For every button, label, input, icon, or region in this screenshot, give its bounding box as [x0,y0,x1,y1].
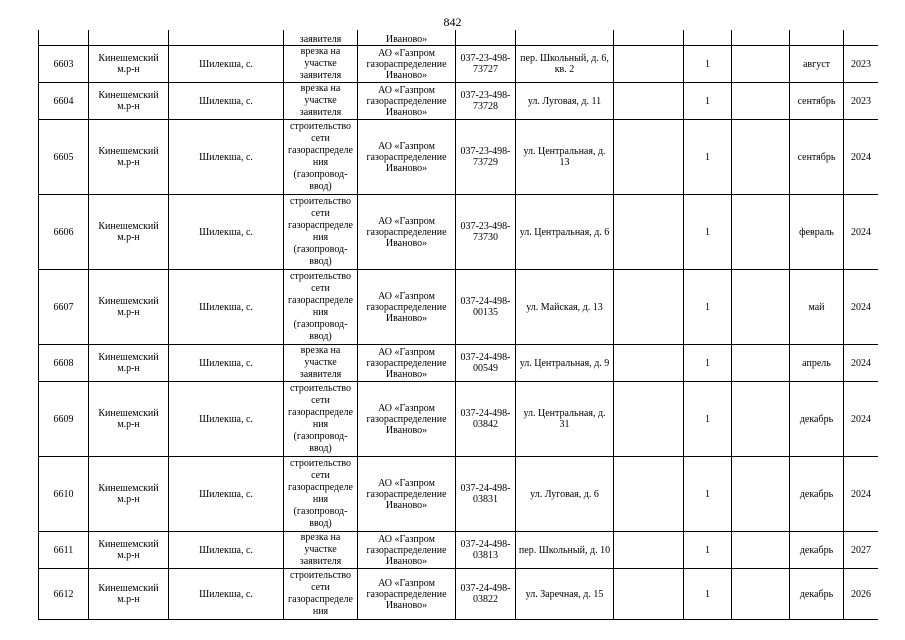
cell-organization: АО «Газпром газораспределение Иваново» [358,532,456,569]
cell-address: ул. Луговая, д. 6 [516,457,614,532]
continued-cell-org: Иваново» [358,30,456,46]
cell-quantity: 1 [684,345,732,382]
cell-year: 2024 [844,120,879,195]
cell-month: сентябрь [790,120,844,195]
cell-month: август [790,46,844,83]
cell-organization: АО «Газпром газораспределение Иваново» [358,457,456,532]
cell-purpose: строительство сети газораспределения (газопровод-ввод) [284,270,358,345]
cell-empty [614,270,684,345]
page-number: 842 [443,15,462,29]
cell-purpose: врезка на участке заявителя [284,345,358,382]
cell-number: 6608 [39,345,89,382]
table-row [39,382,879,457]
cell-locality: Шилекша, с. [169,382,284,457]
continued-cell [844,30,879,46]
cell-locality: Шилекша, с. [169,83,284,120]
cell-locality: Шилекша, с. [169,569,284,620]
cell-number: 6605 [39,120,89,195]
cell-purpose: строительство сети газораспределения (газопровод-ввод) [284,382,358,457]
cell-number: 6604 [39,83,89,120]
cell-code: 037-23-498-73727 [456,46,516,83]
cell-organization: АО «Газпром газораспределение Иваново» [358,345,456,382]
registry-table-body [39,30,879,620]
cell-empty [732,569,790,620]
cell-locality: Шилекша, с. [169,345,284,382]
cell-quantity: 1 [684,195,732,270]
cell-month: декабрь [790,569,844,620]
table-row [39,270,879,345]
continued-cell [516,30,614,46]
cell-empty [614,569,684,620]
table-row [39,120,879,195]
cell-locality: Шилекша, с. [169,457,284,532]
cell-empty [614,46,684,83]
cell-year: 2023 [844,46,879,83]
cell-empty [732,345,790,382]
cell-address: ул. Майская, д. 13 [516,270,614,345]
continued-cell [89,30,169,46]
registry-sheet [38,30,878,627]
cell-empty [614,457,684,532]
cell-purpose: врезка на участке заявителя [284,532,358,569]
table-row [39,83,879,120]
cell-empty [732,532,790,569]
cell-organization: АО «Газпром газораспределение Иваново» [358,195,456,270]
table-row [39,532,879,569]
table-row [39,46,879,83]
cell-year: 2024 [844,457,879,532]
cell-purpose: врезка на участке заявителя [284,46,358,83]
cell-code: 037-23-498-73729 [456,120,516,195]
cell-month: декабрь [790,382,844,457]
continued-cell [684,30,732,46]
cell-address: ул. Заречная, д. 15 [516,569,614,620]
cell-code: 037-24-498-03831 [456,457,516,532]
cell-purpose: строительство сети газораспределения (газопровод-ввод) [284,120,358,195]
cell-organization: АО «Газпром газораспределение Иваново» [358,120,456,195]
cell-month: декабрь [790,457,844,532]
cell-month: апрель [790,345,844,382]
cell-organization: АО «Газпром газораспределение Иваново» [358,270,456,345]
cell-empty [732,120,790,195]
cell-code: 037-24-498-03842 [456,382,516,457]
cell-district: Кинешемский м.р-н [89,270,169,345]
cell-district: Кинешемский м.р-н [89,532,169,569]
cell-locality: Шилекша, с. [169,120,284,195]
cell-district: Кинешемский м.р-н [89,345,169,382]
cell-address: ул. Центральная, д. 6 [516,195,614,270]
cell-address: ул. Центральная, д. 9 [516,345,614,382]
cell-empty [732,46,790,83]
cell-month: декабрь [790,532,844,569]
cell-code: 037-24-498-00549 [456,345,516,382]
cell-code: 037-23-498-73730 [456,195,516,270]
table-row [39,345,879,382]
cell-quantity: 1 [684,46,732,83]
continued-cell [39,30,89,46]
cell-organization: АО «Газпром газораспределение Иваново» [358,83,456,120]
cell-empty [614,195,684,270]
table-row [39,195,879,270]
cell-month: сентябрь [790,83,844,120]
continued-cell [456,30,516,46]
cell-year: 2024 [844,195,879,270]
cell-empty [614,532,684,569]
cell-empty [614,345,684,382]
registry-table [38,30,878,620]
cell-empty [614,83,684,120]
cell-year: 2024 [844,345,879,382]
cell-year: 2024 [844,382,879,457]
cell-quantity: 1 [684,83,732,120]
continued-cell-purpose: заявителя [284,30,358,46]
cell-district: Кинешемский м.р-н [89,83,169,120]
cell-district: Кинешемский м.р-н [89,569,169,620]
cell-locality: Шилекша, с. [169,532,284,569]
cell-number: 6610 [39,457,89,532]
continued-cell [614,30,684,46]
cell-empty [732,457,790,532]
cell-organization: АО «Газпром газораспределение Иваново» [358,382,456,457]
cell-number: 6606 [39,195,89,270]
cell-code: 037-24-498-03813 [456,532,516,569]
cell-number: 6612 [39,569,89,620]
cell-number: 6607 [39,270,89,345]
continued-cell [169,30,284,46]
cell-district: Кинешемский м.р-н [89,46,169,83]
cell-district: Кинешемский м.р-н [89,120,169,195]
cell-organization: АО «Газпром газораспределение Иваново» [358,46,456,83]
cell-code: 037-24-498-00135 [456,270,516,345]
cell-code: 037-23-498-73728 [456,83,516,120]
cell-quantity: 1 [684,120,732,195]
cell-purpose: строительство сети газораспределения [284,569,358,620]
cell-district: Кинешемский м.р-н [89,382,169,457]
cell-district: Кинешемский м.р-н [89,457,169,532]
continued-cell [790,30,844,46]
cell-locality: Шилекша, с. [169,46,284,83]
cell-locality: Шилекша, с. [169,195,284,270]
cell-address: ул. Центральная, д. 13 [516,120,614,195]
cell-empty [732,83,790,120]
cell-empty [614,382,684,457]
cell-number: 6611 [39,532,89,569]
cell-locality: Шилекша, с. [169,270,284,345]
cell-month: май [790,270,844,345]
cell-address: пер. Школьный, д. 6, кв. 2 [516,46,614,83]
cell-month: февраль [790,195,844,270]
cell-address: ул. Луговая, д. 11 [516,83,614,120]
cell-quantity: 1 [684,457,732,532]
table-row [39,457,879,532]
cell-code: 037-24-498-03822 [456,569,516,620]
cell-organization: АО «Газпром газораспределение Иваново» [358,569,456,620]
cell-year: 2027 [844,532,879,569]
cell-address: ул. Центральная, д. 31 [516,382,614,457]
table-row-continued [39,30,879,46]
cell-number: 6603 [39,46,89,83]
cell-year: 2024 [844,270,879,345]
cell-purpose: врезка на участке заявителя [284,83,358,120]
cell-quantity: 1 [684,569,732,620]
cell-purpose: строительство сети газораспределения (газопровод-ввод) [284,457,358,532]
cell-year: 2026 [844,569,879,620]
cell-quantity: 1 [684,270,732,345]
cell-quantity: 1 [684,382,732,457]
table-row [39,569,879,620]
cell-district: Кинешемский м.р-н [89,195,169,270]
cell-purpose: строительство сети газораспределения (газопровод-ввод) [284,195,358,270]
cell-empty [732,382,790,457]
continued-cell [732,30,790,46]
cell-number: 6609 [39,382,89,457]
cell-empty [732,270,790,345]
cell-quantity: 1 [684,532,732,569]
cell-address: пер. Школьный, д. 10 [516,532,614,569]
cell-empty [732,195,790,270]
cell-empty [614,120,684,195]
cell-year: 2023 [844,83,879,120]
